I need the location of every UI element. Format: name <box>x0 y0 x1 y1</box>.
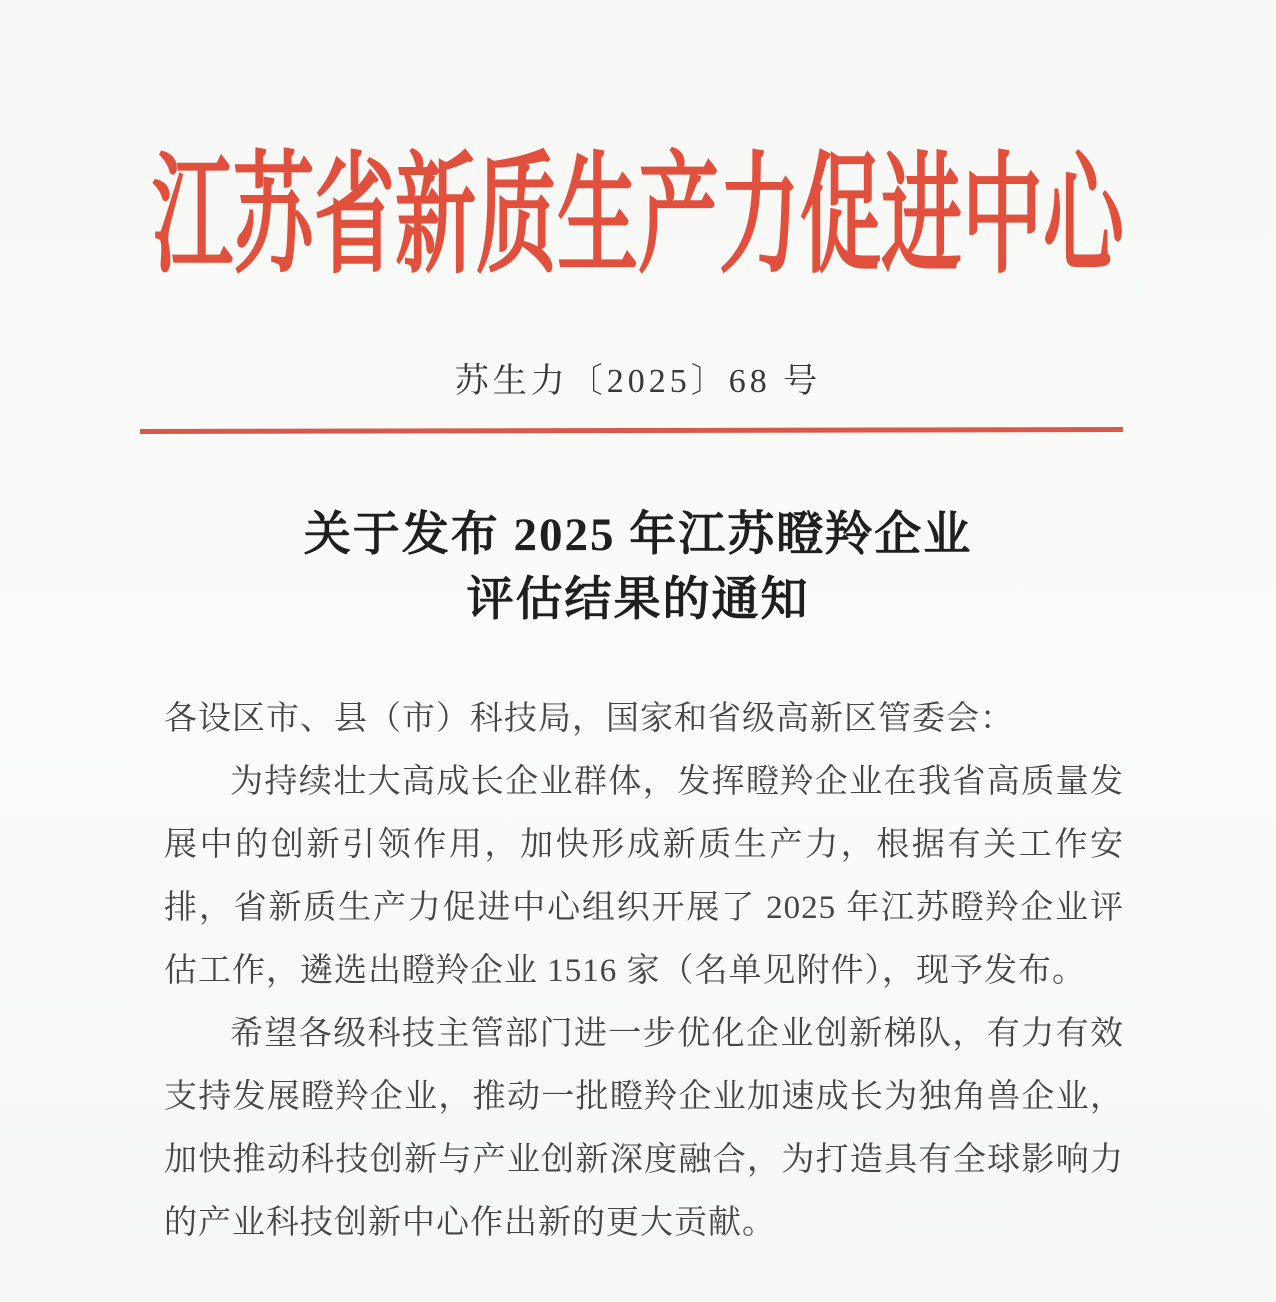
agency-masthead-title: 江苏省新质生产力促进中心 <box>151 143 1124 290</box>
document-reference-number: 苏生力〔2025〕68 号 <box>454 363 822 400</box>
notice-body <box>164 688 1124 1255</box>
salutation-line: 各设区市、县（市）科技局，国家和省级高新区管委会： <box>164 701 1014 737</box>
notice-title <box>0 503 1276 633</box>
notice-title-line-2: 评估结果的通知 <box>466 574 810 626</box>
body-paragraph-1: 为持续壮大高成长企业群体，发挥瞪羚企业在我省高质量发展中的创新引领作用，加快形成新质生产力，根据有关工作安排，省新质生产力促进中心组织开展了 2025 年江苏瞪羚企业评估工作，遴选出瞪羚企业 1516 家（名单见附件），现予发布。 <box>164 764 1124 989</box>
notice-title-line-1: 关于发布 2025 年江苏瞪羚企业 <box>303 509 973 561</box>
red-divider-line <box>140 427 1123 434</box>
body-paragraph-2: 希望各级科技主管部门进一步优化企业创新梯队，有力有效支持发展瞪羚企业，推动一批瞪羚企业加速成长为独角兽企业，加快推动科技创新与产业创新深度融合，为打造具有全球影响力的产业科技创新中心作出新的更大贡献。 <box>164 1016 1124 1241</box>
